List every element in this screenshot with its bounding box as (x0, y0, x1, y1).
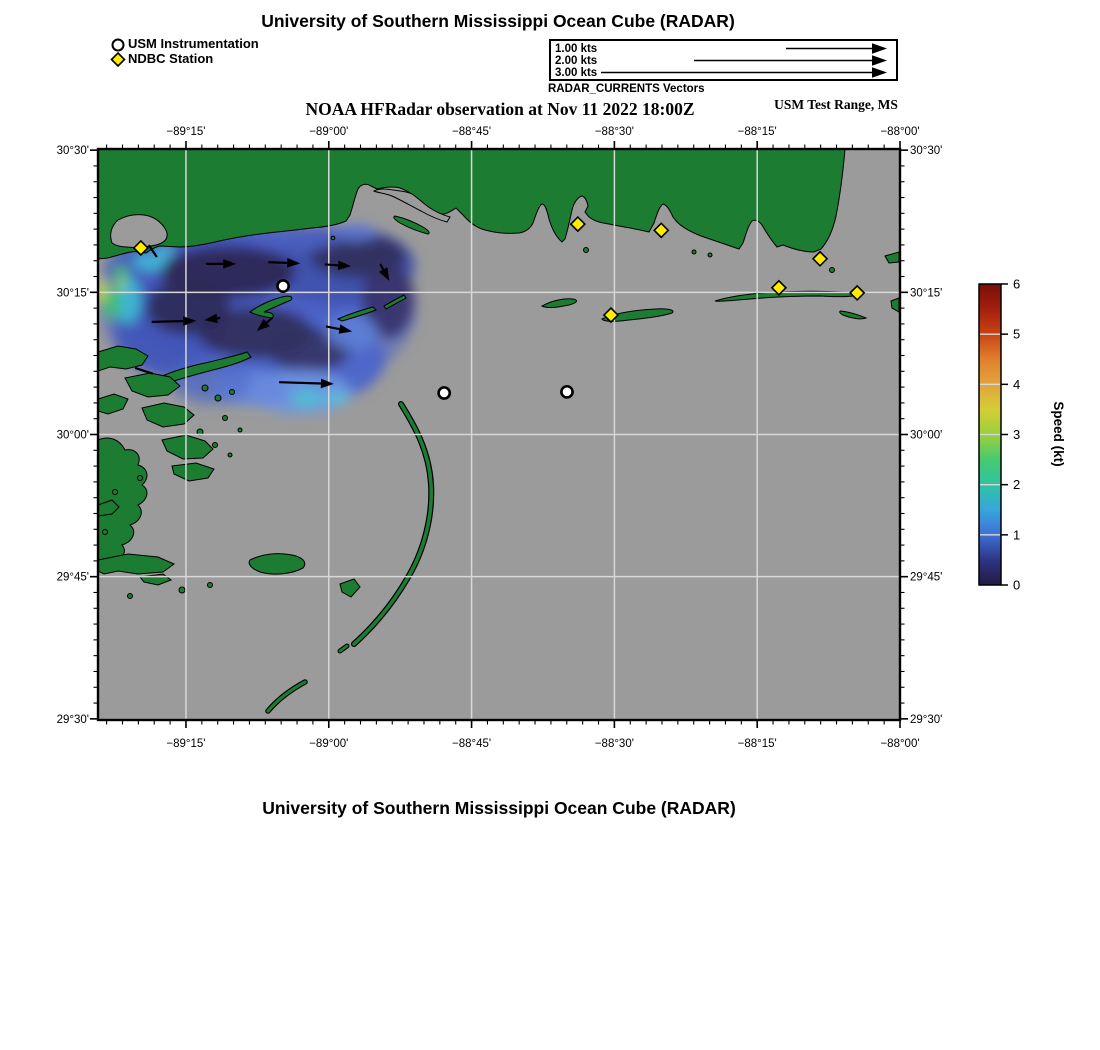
lat-tick-label-left: 30°00' (56, 429, 89, 442)
vector-shaft (325, 264, 338, 265)
usm-instrumentation-marker (561, 386, 572, 397)
lon-tick-label-bottom: −89°15' (166, 738, 206, 750)
colorbar-tick-label: 6 (1013, 276, 1021, 292)
marsh-dot (213, 443, 218, 448)
lon-tick-label-top: −88°30' (594, 126, 634, 138)
vector-shaft (152, 321, 184, 322)
scale-label-2kt: 2.00 kts (555, 54, 598, 67)
figure-title-top: University of Southern Mississippi Ocean Cube (RADAR) (261, 11, 735, 31)
marsh-dot (179, 587, 185, 593)
colorbar (979, 277, 1020, 593)
round-island (584, 248, 589, 253)
scale-label-3kt: 3.00 kts (555, 66, 598, 79)
colorbar-axis-label: Speed (kt) (1051, 401, 1066, 467)
lon-tick-label-bottom: −88°15' (737, 738, 777, 750)
marsh-dot (223, 416, 228, 421)
lat-tick-label-right: 30°30' (910, 145, 943, 158)
usm-instrumentation-marker (277, 280, 288, 291)
marsh-dot (138, 476, 143, 481)
marsh-dot (202, 385, 208, 391)
figure-title-bottom: University of Southern Mississippi Ocean Cube (RADAR) (262, 798, 736, 818)
marsh-dot (215, 395, 221, 401)
vector-shaft (268, 262, 287, 263)
marsh-dot (103, 530, 108, 535)
lat-tick-label-right: 29°45' (910, 571, 943, 584)
legend-label-usm: USM Instrumentation (128, 36, 259, 51)
vectors-caption: RADAR_CURRENTS Vectors (548, 83, 705, 95)
marsh-dot (238, 428, 242, 432)
colorbar-tick-label: 2 (1013, 477, 1021, 493)
colorbar-tick-label: 5 (1013, 326, 1021, 342)
marsh-dot (228, 453, 232, 457)
lon-tick-label-top: −89°00' (309, 126, 349, 138)
colorbar-tick-label: 1 (1013, 527, 1021, 543)
lat-tick-label-left: 30°30' (56, 145, 89, 158)
lat-tick-label-left: 30°15' (56, 287, 89, 300)
islet-dot (830, 268, 835, 273)
islet-dot (692, 250, 696, 254)
lon-tick-label-bottom: −88°30' (594, 738, 634, 750)
observation-subtitle: NOAA HFRadar observation at Nov 11 2022 18:00Z (305, 99, 695, 119)
lat-tick-label-left: 29°45' (56, 571, 89, 584)
marsh-dot (208, 583, 213, 588)
lat-tick-label-right: 29°30' (910, 713, 943, 726)
marsh-dot (113, 490, 118, 495)
colorbar-tick-label: 4 (1013, 376, 1021, 392)
lon-tick-label-top: −89°15' (166, 126, 206, 138)
marsh-dot (128, 594, 133, 599)
lon-tick-label-bottom: −89°00' (309, 738, 349, 750)
vector-shaft (279, 382, 321, 383)
legend-label-ndbc: NDBC Station (128, 51, 214, 66)
lon-tick-label-top: −88°45' (452, 126, 492, 138)
marsh-dot (230, 390, 235, 395)
usm-instrumentation-marker (439, 387, 450, 398)
scale-label-1kt: 1.00 kts (555, 42, 598, 55)
lon-tick-label-bottom: −88°45' (452, 738, 492, 750)
lat-tick-label-right: 30°15' (910, 287, 943, 300)
islet-dot (708, 253, 712, 257)
islet-dot (331, 236, 335, 240)
test-range-label: USM Test Range, MS (774, 97, 898, 112)
marsh-patch (249, 554, 305, 574)
colorbar-tick-label: 3 (1013, 427, 1021, 442)
lat-tick-label-right: 30°00' (910, 429, 943, 442)
lat-tick-label-left: 29°30' (56, 713, 89, 726)
colorbar-tick-label: 0 (1013, 577, 1021, 593)
lon-tick-label-bottom: −88°00' (880, 738, 920, 750)
lon-tick-label-top: −88°00' (880, 126, 920, 138)
lon-tick-label-top: −88°15' (737, 126, 777, 138)
